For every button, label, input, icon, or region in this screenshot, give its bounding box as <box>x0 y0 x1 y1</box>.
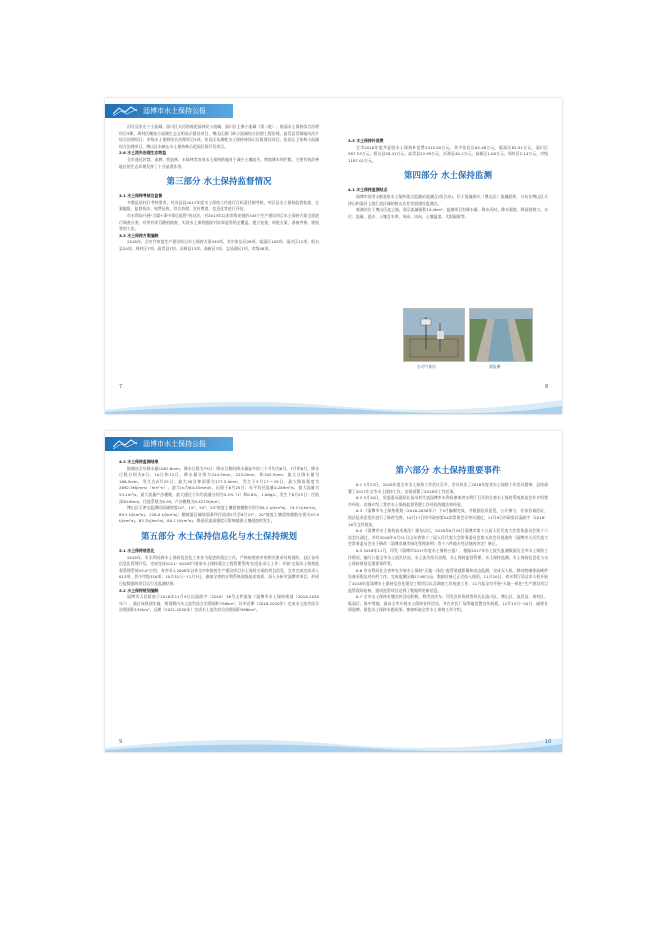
section-heading: 第三部分 水土保持监督情况 <box>166 177 272 188</box>
paragraph: 6.7 全市水土保持专题宣传活动积极，利用宣传车、印发宣传资料等形式在淄川区、博山区、高青县、周村区、临淄区、鲁中等地，面向全市开展水土保持宣传活动，并在市民广场等地设置宣传展板，12月13日~20日，副省长到淄博，展览水土保持专题成果，参加听取全市水土保持工作介绍。 <box>348 594 548 613</box>
caption-weather-station: 自动气象站 <box>417 364 436 369</box>
page-number-9: 9 <box>119 739 123 745</box>
section-heading: 第六部分 水土保持重要事件 <box>395 466 501 476</box>
paragraph: 河可县张庄子小流域、淄川区太河西观花园林民小流域、淄川区王寨小流域（第二批）；临淄水土保持综合治理项目3期、周村区槐家小流域生态文明高示建设项目，博山区源门岭小流域综合治理工程治理，高青县青城镇风沙片综合治理项目；市级水土保持综合治理项目3项，张店区东潘乾水土保持林绿示区班建设项目、张店区王家林小流域综合治理项目，博山区东峡山水土保持林示范园区班开发项目。 <box>119 124 319 149</box>
subsection-heading: 5.2 水土保持规划编制 <box>119 587 159 593</box>
page-spread-9-10 <box>105 431 562 752</box>
weather-station-photo <box>403 308 465 362</box>
footer-wave-decoration <box>105 388 562 414</box>
page-number-8: 8 <box>545 384 549 390</box>
header-banner <box>105 104 233 118</box>
paragraph: 2018年，市水利局将水土保持信息化工作作为促进的重点工作，严格按照省市的相关要求对规划的、县区各项信息化管理开发。完成完成2011~2018年"国家水土保持重点工程管理系统"信息化录入工作；开展"全国水土保持监督管理系统V3.0"应用，有序录入2008年以来全市审批的生产建设项目水土保持方案的项目信息，全市完成完成录入613项，其中市级316项；10月31日~11月3日，参加全省的水利系统高级技术培训，深入分析对淄博市项目，形成日报数据的项目运行及监测结果。 <box>119 554 319 586</box>
paragraph: 全市通过封禁、退耕、营造林、水保林等各项水土保持措施对于减少土壤流失、增加降水和拦粗、主要有效改善地区的生态环境发挥了十分显著作用。 <box>119 156 319 169</box>
header-decoration-icon <box>113 106 137 116</box>
left-page-text <box>119 459 319 614</box>
subsection-heading: 3.3 水土保持补偿费 <box>348 138 384 143</box>
header-decoration-icon <box>113 439 137 449</box>
paragraph: 6.3 《淄博市水土保持规划（2018-2030年）》于9月编制完成，并根据征求意见，公开参与，专家咨询论证，依法征求意见并进行了修改完善，10月17日经市政府第54次常务会议审议通过，11月9日市政府以淄政字〔2018〕16号文件批复。 <box>348 508 548 527</box>
paragraph: 观测站位于博山区池上镇，展示流域面积14.4km²，监测项目有降水量、降水历时、降水强度、降雨侵蚀力、水位、流量、泥沙、土壤含水率、风向、风向、土壤温度、太阳辐射等。 <box>348 207 548 219</box>
subsection-heading: 3.2 水土保持方案编制 <box>119 232 159 238</box>
subsection-heading: 5.1 水土保持信息化 <box>119 547 155 553</box>
right-page-text <box>348 138 548 220</box>
paragraph: 据城站全年降水量1067.6mm，降水日数为73日；降水日数的降水量显多的三个月均为6月、7月和8月，降水日数分别为8日、10日和12日，降水量分别为214.5mm、223.0mm、和342.5mm；最大日降水量为166.5mm，发生在8月25日；最大30分钟雨强为177.5.0mm，发生于5月17～19日，最大降雨强度为2692.3MJ/mm/（hm²·h），最大I₃₀为64.45mm/h，出现于6月25日；年平均径流量0.289m³/s，最大流量为53.1m³/s，最大流量产沙模数，最大通过于年均流量分别为5.4%（t）和0.8%，1.08g/L，发生于6月25日；径流深30.6mm，径流系数为0.59，产沙模数为0.4272t/hm²。 <box>119 465 319 504</box>
paragraph: 多数县依托行考核要求，对各县县2017年度水土保持工作进行目标责任制考核，对区县水土保持监督检查、方案编报、监督执法、规费征收、综合治理、宣传教育、信息化等进行评估。 <box>119 199 319 212</box>
left-page-text <box>119 124 319 253</box>
flow-channel-photo <box>469 308 533 362</box>
paragraph: 6.1 5月23日，2018年度全市水土保持工作会议召开，会议传达了2018年度省水土保持工作会议精神，总结部署了2017年全市水土保持工作，安排部署了2018年工作任务。 <box>348 482 548 494</box>
subsection-heading: 4.2 水土保持监测结果 <box>119 459 159 464</box>
paragraph: 6.5 2018年11月，印发《淄博市2017年度水土保持公报》，根据2017年水土流失监测数据及全市水土保持工作情况，编写公报全市水土流失状况、水土流失综合治理、水土保持监督管理、水土保持监测、水土保持信息化与水土保持规划及重要事件等。 <box>348 547 548 567</box>
paragraph: 博山区天津山监测站流域坡度10°、15°、20°、25°坡度土壤侵蚀模数分别为56.2 t/(km²a)、74.5 t/(km²a)、89.5 t/(km²a)、126.0 t/(km²a)；侧坡面区域坡面条件径流深5月至6月15°、20°坡度土壤侵蚀模数分别为47.9 t/(km²a)、63.7t/(km²a)、80.1 t/(km²a)，降雨径流深强度可影响地面土壤侵蚀的发生。 <box>119 505 319 524</box>
caption-flow-channel: 测流槽 <box>489 364 501 369</box>
subsection-heading: 3.1 水土保持考核及监督 <box>119 193 163 199</box>
paragraph: 6.6 市水利局在全省率先开展水土保持"天地一体化"监管遥感影像和动态监测，完成无人机、移动终端等软硬件设备采购及对应的工作，完成监测区域17.60万亩，数据设备已正式投入使用。11月20日，省水利厅局及市人机开展了2018年度淄博水土保持信息化建设工程项目以及调查工作检查工作，11月起全市开展"天地一体化"生产建设项目监管现场复核，建成监管项目达到了数据库更新信息。 <box>348 567 549 593</box>
paragraph: 6.4 《淄博市水土保持技术规范》颁布以后，2018年8月29日淄博市第十五届人民代表大会常务委员会第十六次会议通过，并经2018年9月21日山东省第十三届人民代表大会常务委员会第五次会议批准的《淄博市人民代表大会常务委员会关于修改〈淄博市城市绿化管理条例〉等十六件地方性法规的决定》修正。 <box>348 528 548 547</box>
header-banner <box>105 437 233 451</box>
page-spread-7-8 <box>105 98 562 414</box>
paragraph: 6.2 5月10日，党委委员副局长苗凤杉代表淄博市水利局参加省水利厅召开的全省水土保持系统座谈会并介绍我市经验，详细介绍了我市水土保持监督管理工作经验的做法和经验。 <box>348 495 548 507</box>
paragraph: 淄博市人民政府于2018年11月9日以淄政字〔2018〕16号文件批复《淄博市水土保持规划（2018-2030年）》，通过该规划实施，规划期内水土流失综合治理面积758km²，其中近期（2018-2020年）完成水土流失综合治理面积192km²，远期（2021-2030年）完成水土流失综合治理面积566km²。 <box>119 594 319 613</box>
section-heading: 第五部分 水土保持信息化与水土保持规划 <box>141 531 297 542</box>
subsection-heading: 4.1 水土保持监测站点 <box>348 187 388 193</box>
header-title: 淄博市水土保持公报 <box>143 440 206 448</box>
page-number-10: 10 <box>545 739 552 745</box>
section-heading: 第四部分 水土保持监测 <box>404 171 492 182</box>
header-title: 淄博市水土保持公报 <box>143 107 206 115</box>
footer-wave-decoration <box>105 726 562 752</box>
paragraph: 2018年，全市共审批生产建设项目水土保持方案345项。其中张店区26项、临淄区105项、淄川区12项、桓台县20项、周村区7项、高青县7项、沂源县13项、高新区7项、文昌湖区1项，市级48项。 <box>119 239 319 251</box>
paragraph: 全市2018年度共征收水土保持补偿费2415.50万元。其中张店区62.48万元、临淄区82.91万元、淄川区587.53万元、桓台县28.41万元、高青县22.99万元、沂源县40.1万元、高新区1.06万元，周村区2.14万元、市级1187.01万元。 <box>348 144 548 163</box>
paragraph: 市水利局开展"当媒+事中事后监管"的办法，对2013年以来市级审批的345个生产建设项目水土保持方案全面进行调查分类，对所有项目随机抽查，实现水土保持跟踪对涉事监管的全覆盖，建立检查，审批方案，准备考核、规检等的工作。 <box>119 212 319 232</box>
page-number-7: 7 <box>119 384 123 390</box>
paragraph: 淄博市现有1座国家水土保持重点监测站监测点(综合站)，位于流域源头（博山区）流域面积，分布在博山区天津山和淄河上游汇流区域的鲁山农业发展建设监测点。 <box>348 193 548 206</box>
subsection-heading: 2.6 水土流失治理生态效益 <box>119 150 167 156</box>
right-page-text <box>348 459 548 614</box>
